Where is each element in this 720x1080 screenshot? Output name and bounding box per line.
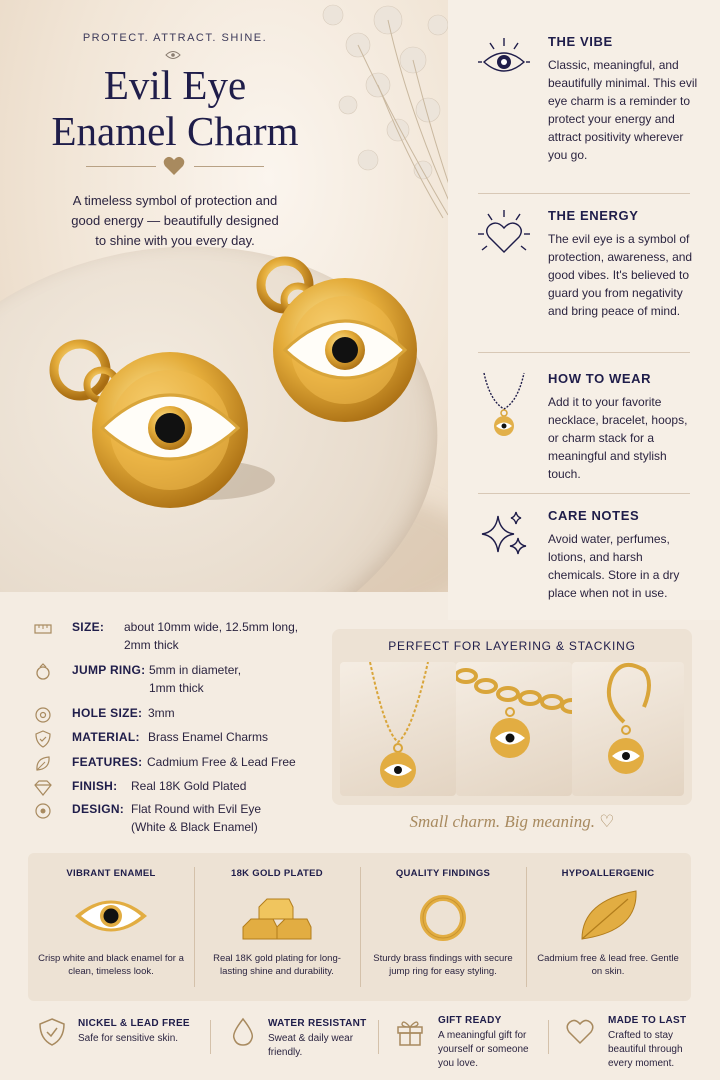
sparkle-icon: [476, 508, 532, 564]
spec-jump-ring: JUMP RING: 5mm in diameter, 1mm thick: [34, 661, 324, 701]
eye-icon: [476, 34, 532, 90]
info-the-energy: [476, 208, 720, 348]
hero-section: [0, 0, 448, 592]
gift-icon: [395, 1017, 425, 1047]
info-text: Avoid water, perfumes, lotions, and harsh chemicals. Store in a dry place when not in use.: [548, 532, 680, 600]
info-column: [448, 0, 720, 620]
title-divider-left: [86, 166, 156, 167]
info-how-to-wear: [476, 371, 720, 491]
hero-tagline: PROTECT. ATTRACT. SHINE.: [82, 32, 268, 44]
badge-gift-ready: GIFT READY A meaningful gift for yourself or someone you love.: [395, 1013, 545, 1073]
enamel-eye-icon: [71, 887, 151, 945]
info-title: THE VIBE: [548, 34, 613, 49]
spec-finish: FINISH: Real 18K Gold Plated: [34, 777, 324, 797]
info-title: THE ENERGY: [548, 208, 639, 223]
jump-ring-icon: [403, 887, 483, 945]
feature-gold-plated: 18K GOLD PLATED Real 18K gold plating for long-lasting shine and durability.: [213, 868, 341, 977]
features-panel: [28, 853, 691, 1001]
info-title: HOW TO WEAR: [548, 371, 652, 386]
spec-size: SIZE: about 10mm wide, 12.5mm long, 2mm thick: [34, 618, 324, 658]
feature-vibrant-enamel: VIBRANT ENAMEL Crisp white and black enamel for a clean, timeless look.: [38, 868, 184, 977]
hole-icon: [34, 706, 52, 724]
ring-icon: [34, 663, 52, 681]
ruler-icon: [34, 620, 52, 638]
badge-nickel-lead-free: NICKEL & LEAD FREE Safe for sensitive skin.: [37, 1013, 207, 1073]
layering-panel: [332, 629, 692, 805]
info-text: Classic, meaningful, and beautifully minimal. This evil eye charm is a reminder to protect your energy and attract positivity wherever you go.: [548, 58, 698, 162]
gold-leaf-icon: [568, 887, 648, 945]
badge-water-resistant: WATER RESISTANT Sweat & daily wear friendly.: [228, 1013, 378, 1073]
page-title: Evil Eye Enamel Charm: [51, 62, 299, 154]
spec-material: MATERIAL: Brass Enamel Charms: [34, 728, 324, 748]
divider: [478, 352, 690, 353]
hoop-photo: [572, 662, 684, 796]
heart-rays-icon: [476, 208, 532, 264]
title-divider-right: [194, 166, 264, 167]
gold-bars-icon: [237, 887, 317, 945]
diamond-icon: [34, 779, 52, 797]
info-title: CARE NOTES: [548, 508, 640, 523]
divider: [210, 1020, 211, 1054]
heart-icon: [163, 156, 185, 176]
divider: [378, 1020, 379, 1054]
feature-quality-findings: QUALITY FINDINGS Sturdy brass findings with secure jump ring for easy styling.: [373, 868, 513, 977]
divider: [478, 193, 690, 194]
charm-product-image: [40, 250, 420, 520]
leaf-icon: [34, 755, 52, 773]
bracelet-photo: [456, 662, 572, 796]
spec-hole-size: HOLE SIZE: 3mm: [34, 704, 324, 724]
layering-tagline: Small charm. Big meaning. ♡: [409, 812, 615, 831]
info-care-notes: [476, 508, 720, 618]
feature-hypoallergenic: HYPOALLERGENIC Cadmium free & lead free. Gentle on skin.: [537, 868, 679, 977]
shield-check-icon: [37, 1017, 67, 1047]
layering-title: PERFECT FOR LAYERING & STACKING: [388, 639, 636, 653]
target-icon: [34, 802, 52, 820]
spec-features: FEATURES: Cadmium Free & Lead Free: [34, 753, 324, 773]
info-text: The evil eye is a symbol of protection, awareness, and good vibes. It's believed to guard you from negativity and bring peace of mind.: [548, 232, 693, 318]
drop-icon: [228, 1017, 258, 1047]
spec-design: DESIGN: Flat Round with Evil Eye (White & Black Enamel): [34, 800, 324, 840]
divider: [548, 1020, 549, 1054]
shield-check-icon: [34, 730, 52, 748]
necklace-icon: [476, 371, 532, 439]
info-text: Add it to your favorite necklace, bracelet, hoops, or charm stack for a meaningful and stylish touch.: [548, 395, 688, 481]
necklace-photo: [340, 662, 456, 796]
hero-description: A timeless symbol of protection and good energy — beautifully designed to shine with you every day.: [71, 193, 279, 248]
heart-icon: [565, 1017, 595, 1047]
info-the-vibe: [476, 34, 720, 184]
badge-made-to-last: MADE TO LAST Crafted to stay beautiful through every moment.: [565, 1013, 715, 1073]
divider: [478, 493, 690, 494]
